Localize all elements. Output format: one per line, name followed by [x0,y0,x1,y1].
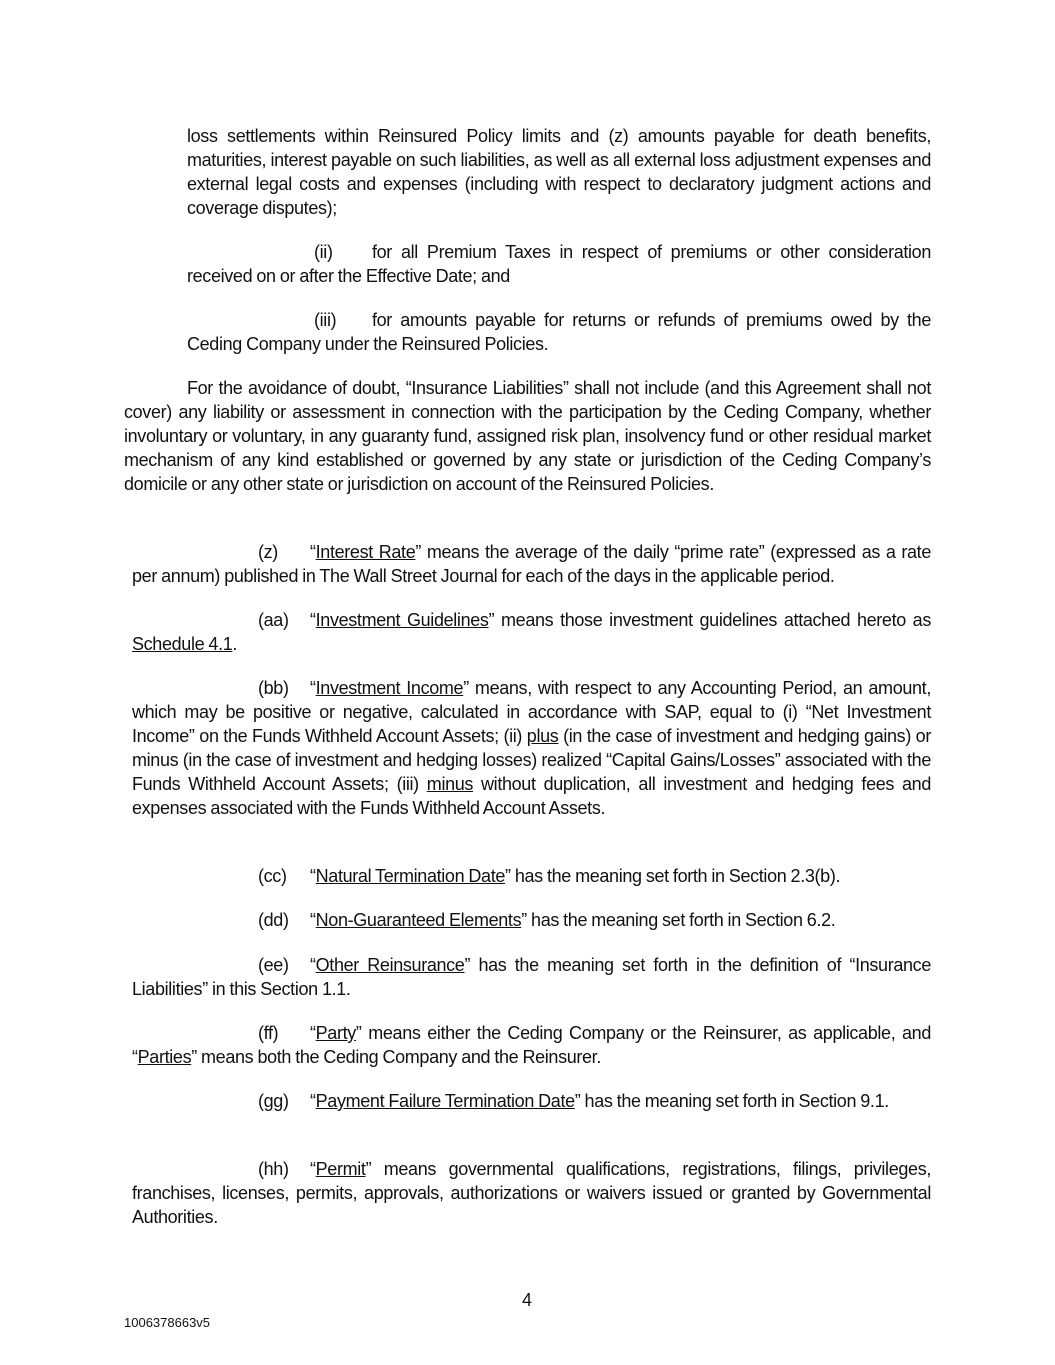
clause-iii [187,308,931,356]
definition-number: (z) [258,542,278,562]
emphasis-minus: minus [426,774,474,794]
definition-text: ” has the meaning set forth in the definition of “Insurance Liabilities” in this Section 1.1. [132,955,931,999]
defined-term: Permit [315,1159,366,1179]
quote: “ [310,1159,316,1179]
quote: “ [310,678,316,698]
definition-text: ” means both the Ceding Company and the Reinsurer. [191,1047,601,1067]
definition-natural-termination-date [132,864,931,888]
definition-number: (gg) [258,1091,289,1111]
clause-number: (ii) [314,242,333,262]
document-id: 1006378663v5 [124,1315,211,1330]
defined-term: Interest Rate [315,542,416,562]
emphasis-plus: plus [526,726,559,746]
definition-other-reinsurance [132,953,931,1001]
paragraph-avoidance-of-doubt: For the avoidance of doubt, “Insurance Liabilities” shall not include (and this Agreement shall not cover) any liability or assessment in connection with the participation by the Ceding Company, whether involuntary or voluntary, in any guaranty fund, assigned risk plan, insolvency fund or other residual market mechanism of any kind established or governed by any state or jurisdiction of the Ceding Company’s domicile or any other state or jurisdiction on account of the Reinsured Policies. [124,378,931,494]
clause-text: for amounts payable for returns or refunds of premiums owed by the Ceding Company under the Reinsured Policies. [187,310,931,354]
quote: “ [310,1023,316,1043]
definition-text: ” means, with respect to any Accounting Period, an amount, which may be positive or negative, calculated in accordance with SAP, equal to (i) “Net Investment Income” on the Funds Withheld Account Assets; (ii) [132,678,931,746]
definition-number: (cc) [258,866,287,886]
definition-non-guaranteed-elements [132,908,931,932]
definition-text: ” has the meaning set forth in Section 9.1. [574,1091,889,1111]
definition-payment-failure-termination-date [132,1089,931,1113]
page-number: 4 [522,1290,532,1310]
definition-text: without duplication, all investment and hedging fees and expenses associated with the Funds Withheld Account Assets. [132,774,932,818]
defined-term: Natural Termination Date [315,866,506,886]
clause-ii [187,240,931,288]
defined-term: Parties [137,1047,192,1067]
definition-text: ” has the meaning set forth in Section 2.3(b). [505,866,841,886]
paragraph-loss-settlements: loss settlements within Reinsured Policy limits and (z) amounts payable for death benefits, maturities, interest payable on such liabilities, as well as all external loss adjustment expenses and external legal costs and expenses (including with respect to declaratory judgment actions and coverage disputes); [187,126,931,218]
definition-text: . [232,634,238,654]
definition-party [132,1021,931,1069]
definition-investment-income [132,676,931,820]
defined-term: Investment Income [315,678,464,698]
quote: “ [310,542,316,562]
definition-permit [132,1157,931,1229]
quote: “ [310,610,316,630]
defined-term: Payment Failure Termination Date [315,1091,575,1111]
definition-text: ” means those investment guidelines attached hereto as [488,610,931,630]
definition-number: (aa) [258,610,289,630]
quote: “ [310,955,316,975]
schedule-reference: Schedule 4.1 [132,634,233,654]
quote: “ [310,910,316,930]
definition-number: (bb) [258,678,289,698]
clause-number: (iii) [314,310,337,330]
defined-term: Party [315,1023,356,1043]
definition-text: ” has the meaning set forth in Section 6.2. [521,910,836,930]
definition-text: ” means the average of the daily “prime rate” (expressed as a rate per annum) published in The Wall Street Journal for each of the days in the applicable period. [132,542,931,586]
definition-text: ” means either the Ceding Company or the Reinsurer, as applicable, and “ [132,1023,931,1067]
definition-number: (ff) [258,1023,279,1043]
defined-term: Other Reinsurance [315,955,465,975]
definition-text: ” means governmental qualifications, registrations, filings, privileges, franchises, licenses, permits, approvals, authorizations or waivers issued or granted by Governmental Authorities. [132,1159,931,1227]
definition-number: (hh) [258,1159,289,1179]
defined-term: Investment Guidelines [315,610,489,630]
clause-text: for all Premium Taxes in respect of premiums or other consideration received on or after the Effective Date; and [187,242,931,286]
definition-number: (dd) [258,910,289,930]
definition-interest-rate [132,540,931,588]
quote: “ [310,1091,316,1111]
definition-investment-guidelines [132,608,931,656]
definition-text: (in the case of investment and hedging gains) or minus (in the case of investment and hedging losses) realized “Capital Gains/Losses” associated with the Funds Withheld Account Assets; (iii) [132,726,931,794]
defined-term: Non-Guaranteed Elements [315,910,522,930]
definition-number: (ee) [258,955,289,975]
quote: “ [310,866,316,886]
